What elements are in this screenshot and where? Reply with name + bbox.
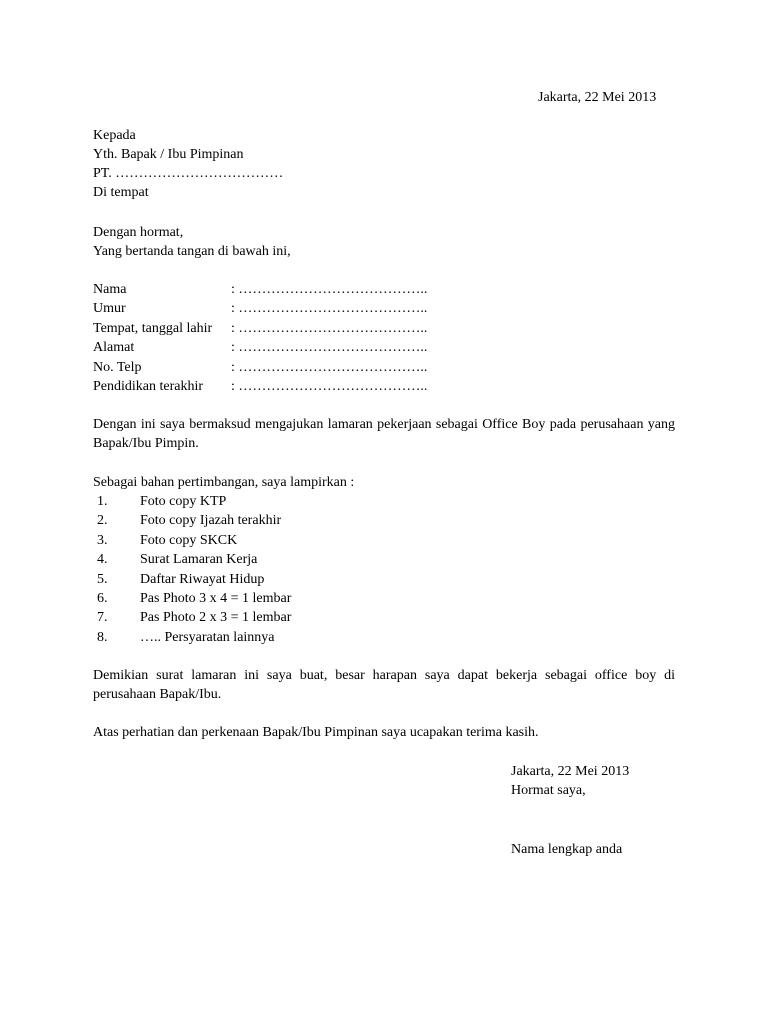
list-item	[93, 492, 291, 511]
list-number: 7.	[97, 610, 108, 626]
identity-row-ttl	[93, 319, 427, 338]
list-item	[93, 628, 291, 647]
list-number: 3.	[97, 532, 108, 548]
list-text: Pas Photo 3 x 4 = 1 lembar	[140, 590, 292, 606]
closing-regards: Hormat saya,	[511, 783, 586, 798]
identity-row-umur	[93, 299, 427, 318]
field-value: : …………………………………..	[231, 301, 428, 317]
list-text: Foto copy SKCK	[140, 532, 238, 548]
field-label: No. Telp	[93, 359, 142, 375]
thanks-paragraph: Atas perhatian dan perkenaan Bapak/Ibu Pimpinan saya ucapakan terima kasih.	[93, 725, 539, 740]
list-text: Foto copy Ijazah terakhir	[140, 513, 282, 529]
list-number: 6.	[97, 590, 108, 606]
list-number: 1.	[97, 494, 108, 509]
list-text: Pas Photo 2 x 3 = 1 lembar	[140, 610, 292, 626]
salutation: Dengan hormat,	[93, 225, 184, 240]
list-item	[93, 589, 291, 608]
identity-row-pendidikan	[93, 377, 427, 396]
field-value: : …………………………………..	[231, 282, 428, 297]
list-item	[93, 511, 291, 530]
list-item	[93, 531, 291, 550]
signature-name: Nama lengkap anda	[511, 842, 623, 857]
list-text: Foto copy KTP	[140, 494, 227, 509]
field-label: Alamat	[93, 340, 135, 356]
list-number: 2.	[97, 513, 108, 529]
field-label: Umur	[93, 301, 126, 317]
list-text: Surat Lamaran Kerja	[140, 552, 258, 568]
field-value: : …………………………………..	[231, 320, 428, 336]
closing-date: Jakarta, 22 Mei 2013	[511, 764, 630, 779]
recipient-line-company: PT. ………………………………	[93, 166, 284, 181]
greeting-block	[93, 223, 291, 261]
field-value: : …………………………………..	[231, 359, 428, 375]
recipient-block	[93, 126, 283, 202]
identity-fields	[93, 280, 427, 396]
closing-block	[511, 762, 629, 800]
field-label: Nama	[93, 282, 127, 297]
identity-row-telp	[93, 358, 427, 377]
field-label: Tempat, tanggal lahir	[93, 320, 213, 336]
field-value: : …………………………………..	[231, 340, 428, 356]
list-text: ….. Persyaratan lainnya	[140, 629, 275, 645]
recipient-line-addressee: Yth. Bapak / Ibu Pimpinan	[93, 147, 244, 162]
attachments-list	[93, 492, 291, 647]
attachments-intro: Sebagai bahan pertimbangan, saya lampirkan :	[93, 475, 355, 490]
list-item	[93, 570, 291, 589]
list-item	[93, 550, 291, 569]
intro-sentence: Yang bertanda tangan di bawah ini,	[93, 244, 291, 259]
list-text: Daftar Riwayat Hidup	[140, 571, 265, 587]
field-value: : …………………………………..	[231, 378, 428, 394]
list-number: 8.	[97, 629, 108, 645]
identity-row-alamat	[93, 338, 427, 357]
application-paragraph: Dengan ini saya bermaksud mengajukan lamaran pekerjaan sebagai Office Boy pada perusahaan yang Bapak/Ibu Pimpin.	[93, 417, 675, 451]
recipient-line-place: Di tempat	[93, 185, 149, 200]
identity-row-nama	[93, 280, 427, 299]
closing-paragraph: Demikian surat lamaran ini saya buat, besar harapan saya dapat bekerja sebagai office boy di perusahaan Bapak/Ibu.	[93, 668, 675, 702]
list-number: 5.	[97, 571, 108, 587]
list-number: 4.	[97, 552, 108, 568]
letter-date: Jakarta, 22 Mei 2013	[538, 90, 657, 105]
list-item	[93, 608, 291, 627]
recipient-line-kepada: Kepada	[93, 128, 136, 143]
field-label: Pendidikan terakhir	[93, 378, 204, 394]
